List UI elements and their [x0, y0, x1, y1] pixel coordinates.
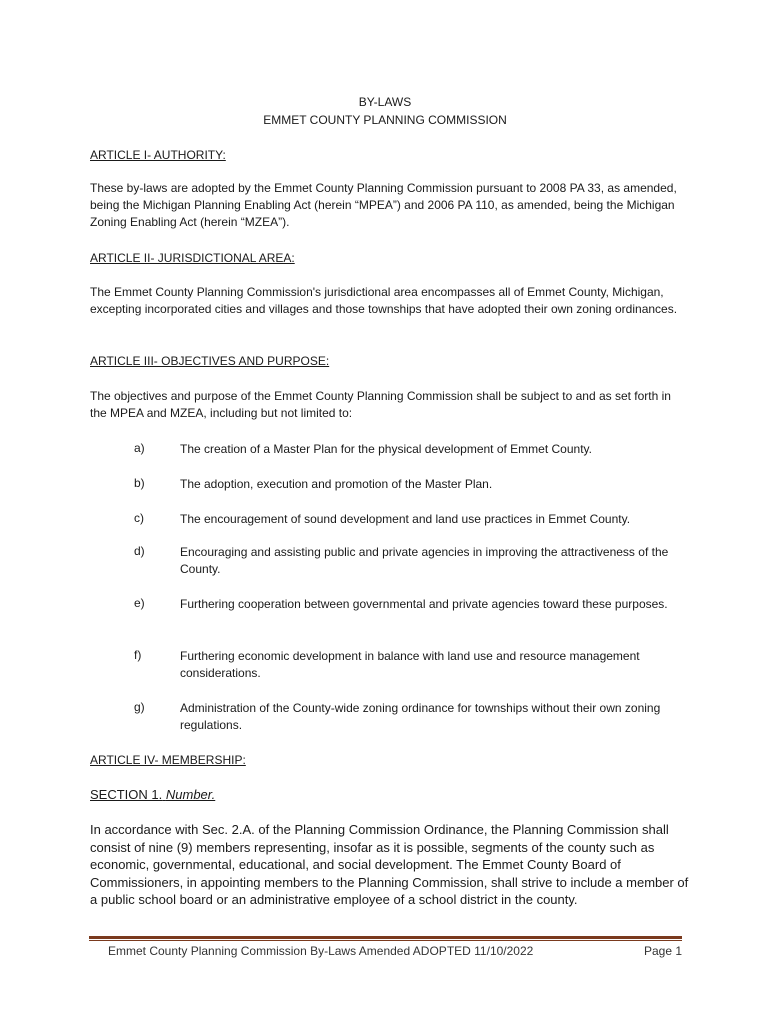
- list-item: The creation of a Master Plan for the physical development of Emmet County.: [180, 442, 592, 456]
- article2-heading: ARTICLE II- JURISDICTIONAL AREA:: [90, 251, 295, 265]
- article4-heading: ARTICLE IV- MEMBERSHIP:: [90, 753, 246, 767]
- list-item: Furthering cooperation between governmental and private agencies toward these purposes.: [180, 597, 668, 611]
- article2-text: The Emmet County Planning Commission's jurisdictional area encompasses all of Emmet County, Michigan, excepting incorporated cities and villages and those townships that have adopted their own zoning ordinances.: [90, 285, 678, 316]
- list-item-letter: d): [134, 544, 145, 558]
- footer-divider-thin: [89, 940, 682, 941]
- section1-title: Number.: [165, 787, 216, 802]
- section1-heading: [90, 787, 215, 802]
- article3-text: The objectives and purpose of the Emmet County Planning Commission shall be subject to and as set forth in the MPEA and MZEA, including but not limited to:: [90, 389, 671, 420]
- list-item-letter: g): [134, 700, 145, 714]
- list-item: Administration of the County-wide zoning ordinance for townships without their own zoning regulations.: [180, 701, 661, 732]
- footer-divider: [89, 936, 682, 939]
- list-item-letter: a): [134, 441, 145, 455]
- footer-document-info: Emmet County Planning Commission By-Laws Amended ADOPTED 11/10/2022: [108, 944, 534, 958]
- doc-title-commission: EMMET COUNTY PLANNING COMMISSION: [263, 113, 507, 127]
- article1-text: These by-laws are adopted by the Emmet County Planning Commission pursuant to 2008 PA 33, as amended, being the Michigan Planning Enabling Act (herein “MPEA”) and 2006 PA 110, as amended, being the Michigan Zoning Enabling Act (herein “MZEA”).: [90, 181, 677, 229]
- list-item: Encouraging and assisting public and private agencies in improving the attractiveness of the County.: [180, 545, 669, 576]
- list-item-letter: b): [134, 476, 145, 490]
- list-item: Furthering economic development in balance with land use and resource management considerations.: [180, 649, 640, 680]
- article1-heading: ARTICLE I- AUTHORITY:: [90, 148, 226, 162]
- section1-label: SECTION 1.: [90, 787, 163, 802]
- list-item: The encouragement of sound development and land use practices in Emmet County.: [180, 512, 631, 526]
- page-number: Page 1: [644, 944, 683, 958]
- list-item-letter: e): [134, 596, 145, 610]
- section1-text: In accordance with Sec. 2.A. of the Planning Commission Ordinance, the Planning Commission shall consist of nine (9) members representing, insofar as it is possible, segments of the county such as economic, governmental, educational, and social development. The Emmet County Board of Commissioners, in appointing members to the Planning Commission, shall strive to include a member of a public school board or an administrative employee of a school district in the county.: [90, 822, 689, 907]
- list-item-letter: f): [134, 648, 142, 662]
- doc-title-bylaws: BY-LAWS: [358, 95, 412, 109]
- article3-heading: ARTICLE III- OBJECTIVES AND PURPOSE:: [90, 354, 330, 368]
- list-item-letter: c): [134, 511, 144, 525]
- list-item: The adoption, execution and promotion of the Master Plan.: [180, 477, 493, 491]
